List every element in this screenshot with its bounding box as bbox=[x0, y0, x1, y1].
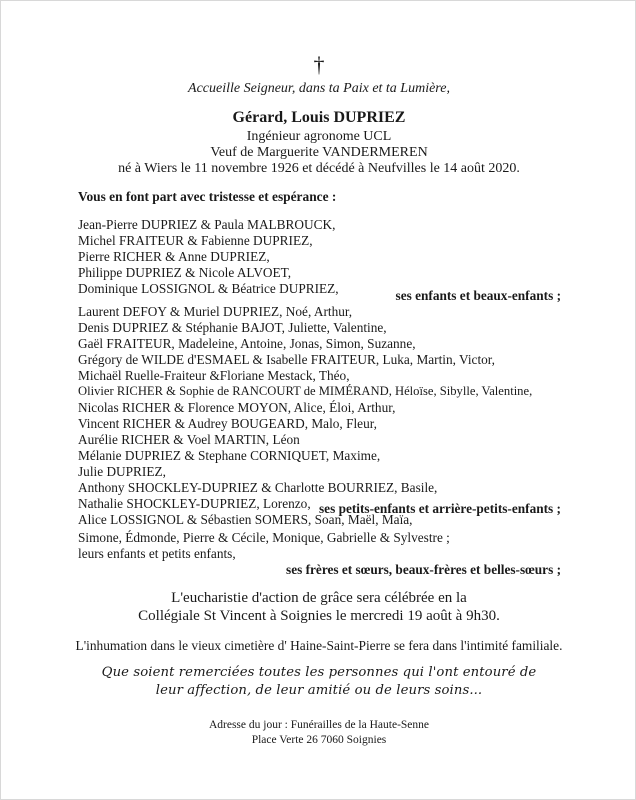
burial-notice: L'inhumation dans le vieux cimetière d' Haine-Saint-Pierre se fera dans l'intimité familiale. bbox=[75, 638, 563, 653]
family-line: Vincent RICHER & Audrey BOUGEARD, Malo, Fleur, bbox=[78, 416, 377, 431]
family-line: leurs enfants et petits enfants, bbox=[78, 546, 236, 561]
family-line: Mélanie DUPRIEZ & Stephane CORNIQUET, Maxime, bbox=[78, 448, 381, 463]
siblings-group-label: ses frères et sœurs, beaux-frères et belles-sœurs ; bbox=[286, 562, 561, 577]
family-line: Nicolas RICHER & Florence MOYON, Alice, Éloi, Arthur, bbox=[78, 400, 396, 415]
family-line: Simone, Édmonde, Pierre & Cécile, Monique, Gabrielle & Sylvestre ; bbox=[78, 530, 450, 545]
family-line: Michaël Ruelle-Fraiteur &Floriane Mestack, Théo, bbox=[78, 368, 350, 383]
family-line: Laurent DEFOY & Muriel DUPRIEZ, Noé, Arthur, bbox=[78, 304, 353, 319]
family-line: Julie DUPRIEZ, bbox=[78, 464, 166, 479]
deceased-name: Gérard, Louis DUPRIEZ bbox=[232, 109, 406, 126]
family-line: Philippe DUPRIEZ & Nicole ALVOET, bbox=[78, 265, 292, 280]
deceased-birth-death: né à Wiers le 11 novembre 1926 et décédé à Neufvilles le 14 août 2020. bbox=[118, 161, 520, 176]
announcement-intro: Vous en font part avec tristesse et espérance : bbox=[78, 189, 337, 204]
thanks-line-1: Que soient remerciées toutes les personnes qui l'ont entouré de bbox=[101, 665, 537, 680]
opening-prayer: Accueille Seigneur, dans ta Paix et ta Lumière, bbox=[188, 81, 450, 96]
grandchildren-group-label: ses petits-enfants et arrière-petits-enfants ; bbox=[319, 501, 561, 516]
family-line: Jean-Pierre DUPRIEZ & Paula MALBROUCK, bbox=[78, 217, 336, 232]
thanks-line-2: leur affection, de leur amitié ou de leurs soins... bbox=[155, 683, 483, 698]
cross-icon: † bbox=[313, 52, 325, 77]
deceased-widower-of: Veuf de Marguerite VANDERMEREN bbox=[210, 145, 428, 160]
ceremony-line-1: L'eucharistie d'action de grâce sera célébrée en la bbox=[171, 590, 467, 606]
family-line: Alice LOSSIGNOL & Sébastien SOMERS, Soan, Maël, Maïa, bbox=[78, 512, 413, 527]
family-line: Nathalie SHOCKLEY-DUPRIEZ, Lorenzo, bbox=[78, 496, 311, 511]
family-line: Gaël FRAITEUR, Madeleine, Antoine, Jonas, Simon, Suzanne, bbox=[78, 336, 416, 351]
address-line-1: Adresse du jour : Funérailles de la Haute-Senne bbox=[208, 719, 430, 731]
family-line: Pierre RICHER & Anne DUPRIEZ, bbox=[78, 249, 270, 264]
address-line-2: Place Verte 26 7060 Soignies bbox=[251, 734, 387, 746]
family-line: Michel FRAITEUR & Fabienne DUPRIEZ, bbox=[78, 233, 313, 248]
family-line: Olivier RICHER & Sophie de RANCOURT de MIMÉRAND, Héloïse, Sibylle, Valentine, bbox=[78, 384, 533, 398]
family-line: Dominique LOSSIGNOL & Béatrice DUPRIEZ, bbox=[78, 281, 339, 296]
deceased-profession: Ingénieur agronome UCL bbox=[246, 129, 392, 144]
children-group-label: ses enfants et beaux-enfants ; bbox=[395, 288, 561, 303]
family-line: Denis DUPRIEZ & Stéphanie BAJOT, Juliette, Valentine, bbox=[78, 320, 387, 335]
family-line: Anthony SHOCKLEY-DUPRIEZ & Charlotte BOURRIEZ, Basile, bbox=[78, 480, 438, 495]
ceremony-line-2: Collégiale St Vincent à Soignies le mercredi 19 août à 9h30. bbox=[138, 608, 500, 624]
family-line: Aurélie RICHER & Voel MARTIN, Léon bbox=[78, 432, 300, 447]
family-line: Grégory de WILDE d'ESMAEL & Isabelle FRAITEUR, Luka, Martin, Victor, bbox=[78, 352, 496, 367]
